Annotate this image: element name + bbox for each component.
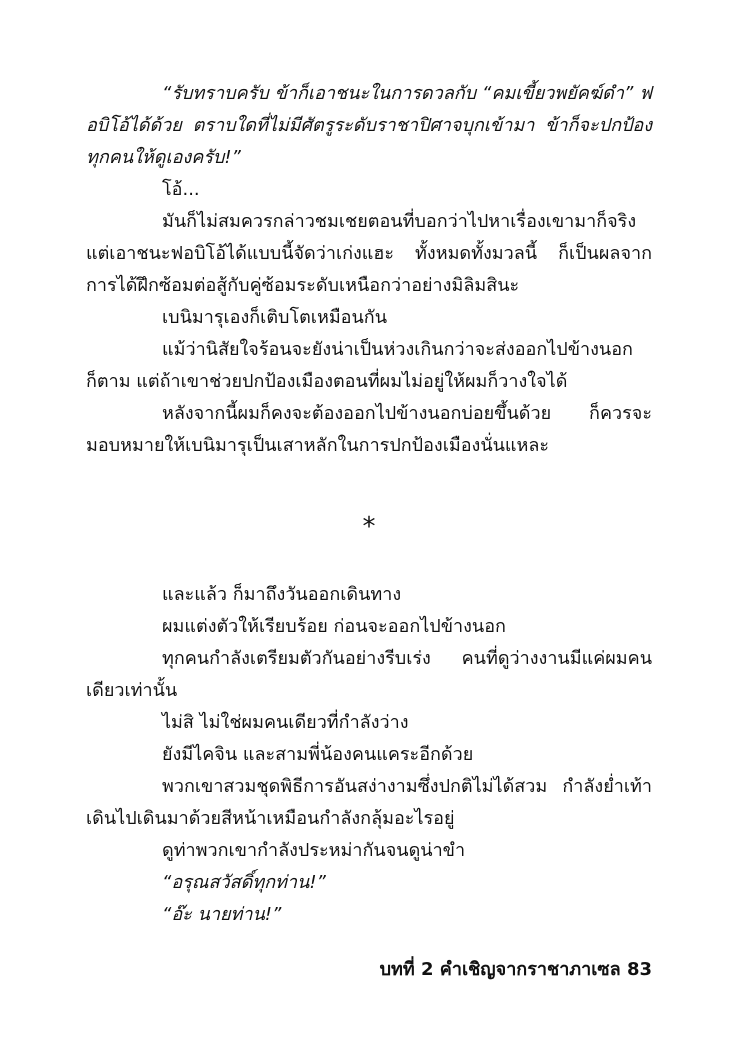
scene-break-separator: * [362, 512, 376, 542]
paragraph: เบนิมารุเองก็เติบโตเหมือนกัน [162, 307, 387, 328]
paragraph: หลังจากนี้ผมก็คงจะต้องออกไปข้างนอกบ่อยขึ้นด้วย ก็ควรจะมอบหมายให้เบนิมารุเป็นเสาหลักในการปกป้องเมืองนั่นแหละ [86, 403, 652, 456]
paragraph: “อรุณสวัสดิ์ทุกท่าน!” [162, 872, 326, 893]
text-block-bottom [86, 579, 652, 931]
paragraph: ไม่สิ ไม่ใช่ผมคนเดียวที่กำลังว่าง [162, 712, 409, 733]
paragraph: ทุกคนกำลังเตรียมตัวกันอย่างรีบเร่ง คนที่ดูว่างงานมีแค่ผมคนเดียวเท่านั้น [86, 648, 652, 701]
paragraph: แม้ว่านิสัยใจร้อนจะยังน่าเป็นห่วงเกินกว่าจะส่งออกไปข้างนอกก็ตาม แต่ถ้าเขาช่วยปกป้องเมืองตอนที่ผมไม่อยู่ให้ผมก็วางใจได้ [86, 339, 633, 392]
paragraph: และแล้ว ก็มาถึงวันออกเดินทาง [162, 584, 402, 605]
paragraph: “รับทราบครับ ข้าก็เอาชนะในการดวลกับ “คมเขี้ยวพยัคฆ์ดำ” ฟอบิโอ้ได้ด้วย ตราบใดที่ไม่มีศัตรูระดับราชาปิศาจบุกเข้ามา ข้าก็จะปกป้องทุกคนให้ดูเองครับ!” [86, 83, 652, 168]
paragraph: พวกเขาสวมชุดพิธีการอันสง่างามซึ่งปกติไม่ได้สวม กำลังย่ำเท้าเดินไปเดินมาด้วยสีหน้าเหมือนกำลังกลุ้มอะไรอยู่ [86, 776, 652, 829]
page-footer: บทที่ 2 คำเชิญจากราชาภาเซล 83 [379, 959, 652, 980]
paragraph: ผมแต่งตัวให้เรียบร้อย ก่อนจะออกไปข้างนอก [162, 616, 506, 637]
paragraph: ดูท่าพวกเขากำลังประหม่ากันจนดูน่าขำ [162, 840, 466, 861]
paragraph: มันก็ไม่สมควรกล่าวชมเชยตอนที่บอกว่าไปหาเรื่องเขามาก็จริง แต่เอาชนะฟอบิโอ้ได้แบบนี้จัดว่าเก่งแฮะ ทั้งหมดทั้งมวลนี้ ก็เป็นผลจากการได้ฝึกซ้อมต่อสู้กับคู่ซ้อมระดับเหนือกว่าอย่างมิลิมสินะ [86, 211, 652, 296]
paragraph: ยังมีไคจิน และสามพี่น้องคนแคระอีกด้วย [162, 744, 474, 765]
paragraph: “อ๊ะ นายท่าน!” [162, 904, 282, 925]
text-block-top [86, 78, 652, 462]
paragraph: โอ้... [162, 179, 200, 200]
